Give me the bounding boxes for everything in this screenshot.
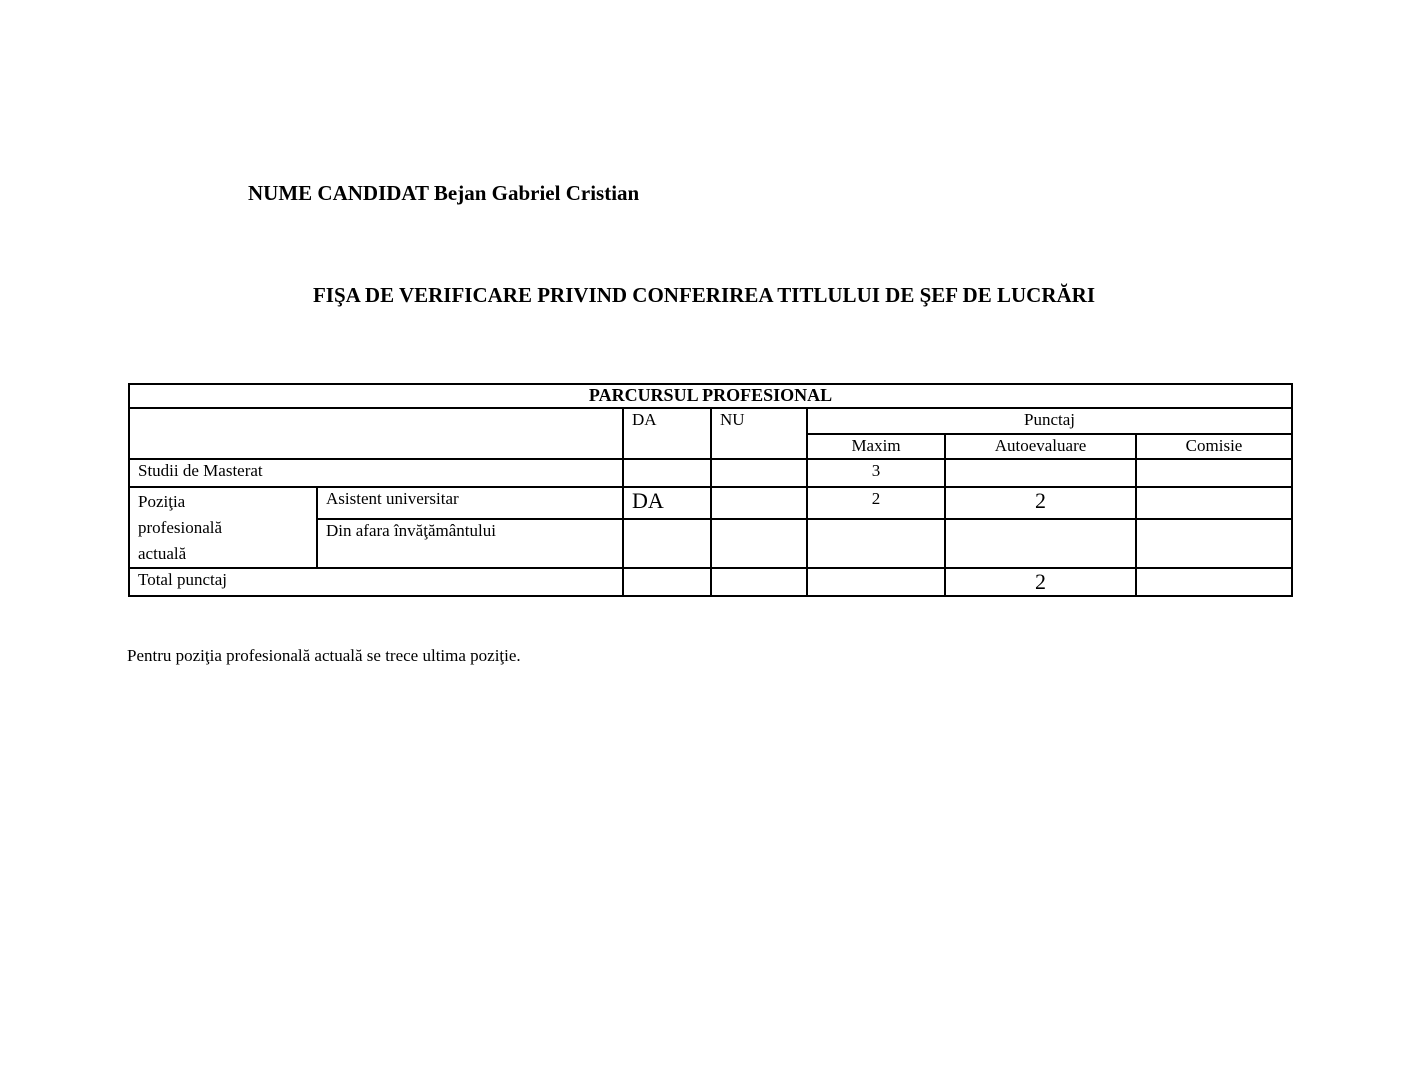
studii-autoevaluare-cell [945,459,1136,487]
header-nu: NU [711,408,807,459]
header-maxim: Maxim [807,434,945,459]
total-label: Total punctaj [129,568,623,596]
header-comisie: Comisie [1136,434,1292,459]
asistent-label: Asistent universitar [317,487,623,519]
total-nu-cell [711,568,807,596]
row-total-punctaj [129,568,1292,596]
asistent-da-cell: DA [623,487,711,519]
din-afara-nu-cell [711,519,807,568]
asistent-maxim-cell: 2 [807,487,945,519]
professional-path-table [128,383,1293,597]
pozitia-label [129,487,317,568]
footnote: Pentru poziţia profesională actuală se trece ultima poziţie. [127,646,521,665]
din-afara-label: Din afara învăţământului [317,519,623,568]
total-da-cell [623,568,711,596]
studii-label: Studii de Masterat [129,459,623,487]
table-title-row [129,384,1292,408]
din-afara-comisie-cell [1136,519,1292,568]
studii-maxim-cell: 3 [807,459,945,487]
document-title: FIŞA DE VERIFICARE PRIVIND CONFERIREA TITLULUI DE ŞEF DE LUCRĂRI [312,283,1095,307]
total-autoevaluare-cell: 2 [945,568,1136,596]
row-studii-de-masterat [129,459,1292,487]
header-punctaj: Punctaj [807,408,1292,434]
candidate-name-line: NUME CANDIDAT Bejan Gabriel Cristian [248,181,640,205]
studii-comisie-cell [1136,459,1292,487]
din-afara-da-cell [623,519,711,568]
header-row-1 [129,408,1292,434]
pozitia-label-text: Poziţia profesională actuală [138,492,223,563]
din-afara-maxim-cell [807,519,945,568]
studii-nu-cell [711,459,807,487]
asistent-nu-cell [711,487,807,519]
din-afara-autoevaluare-cell [945,519,1136,568]
table-title: PARCURSUL PROFESIONAL [129,384,1292,408]
header-da: DA [623,408,711,459]
row-asistent-universitar [129,487,1292,519]
studii-da-cell [623,459,711,487]
header-empty-cell [129,408,623,459]
header-autoevaluare: Autoevaluare [945,434,1136,459]
total-maxim-cell [807,568,945,596]
asistent-comisie-cell [1136,487,1292,519]
asistent-autoevaluare-cell: 2 [945,487,1136,519]
total-comisie-cell [1136,568,1292,596]
